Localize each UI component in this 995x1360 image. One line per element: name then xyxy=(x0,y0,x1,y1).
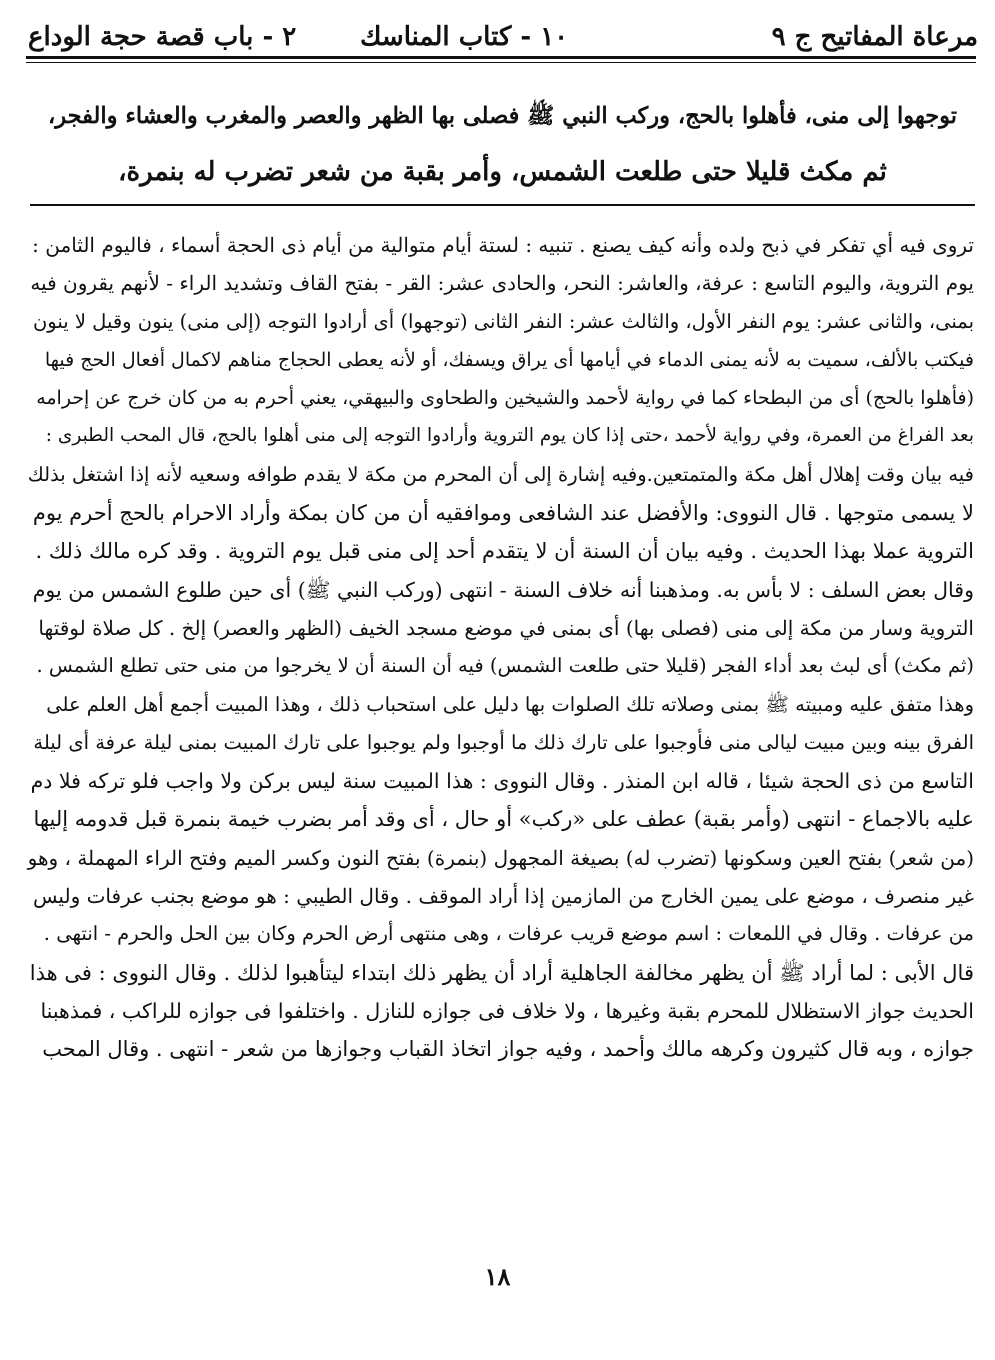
commentary-line: قال الأبى : لما أراد ﷺ أن يظهر مخالفة الجاهلية أراد أن يظهر ذلك ابتداء ليتأهبوا لذلك . وقال النووى : فى هذا xyxy=(29,960,974,985)
commentary-line: جوازه ، وبه قال كثيرون وكرهه مالك وأحمد ، وفيه جواز اتخاذ القباب وجوازها من شعر - انتهى . وقال المحب xyxy=(42,1037,974,1062)
commentary-line: عليه بالاجماع - انتهى (وأمر بقبة) عطف على «ركب» أو حال ، أى وقد أمر بضرب خيمة بنمرة قبل قدومه إليها xyxy=(33,807,974,832)
commentary-line: لا يسمى متوجها . قال النووى: والأفضل عند الشافعى وموافقيه أن من كان بمكة وأراد الاحرام بالحج أحرم يوم xyxy=(32,501,974,526)
commentary-line: غير منصرف ، موضع على يمين الخارج من المازمين إذا أراد الموقف . وقال الطيبي : هو موضع بجنب عرفات وليس xyxy=(32,884,974,909)
commentary-line: (ثم مكث) أى لبث بعد أداء الفجر (قليلا حتى طلعت الشمس) فيه أن السنة أن لا يخرجوا من منى حتى تطلع الشمس . xyxy=(36,654,974,678)
section-divider xyxy=(30,204,975,206)
commentary-line: بمنى، والثانى عشر: يوم النفر الأول، والثالث عشر: النفر الثانى (توجهوا) أى أرادوا التوجه (إلى منى) ينون وقيل لا ينون xyxy=(32,309,974,333)
hadith-line-2: ثم مكث قليلا حتى طلعت الشمس، وأمر بقبة من شعر تضرب له بنمرة، xyxy=(118,157,887,187)
commentary-line: تروى فيه أي تفكر في ذبح ولده وأنه كيف يصنع . تنبيه : لستة أيام متوالية من أيام ذى الحجة أسماء ، فاليوم الثامن : xyxy=(32,233,974,257)
commentary-line: التروية عملا بهذا الحديث . وفيه بيان أن السنة أن لا يتقدم أحد إلى منى قبل يوم التروية . وقد كره مالك ذلك . xyxy=(35,539,974,564)
header-rule-thin xyxy=(26,62,976,63)
commentary-line: (من شعر) بفتح العين وسكونها (تضرب له) بصيغة المجهول (بنمرة) بفتح النون وكسر الميم وفتح الراء المهملة ، وهو xyxy=(27,845,974,870)
commentary-line: بعد الفراغ من العمرة، وفي رواية لأحمد ،حتى إذا كان يوم التروية وأرادوا التوجه إلى منى أهلوا بالحج، قال المحب الطبرى : xyxy=(45,425,974,447)
commentary-text xyxy=(26,226,974,1069)
kitab-title: ١٠ - كتاب المناسك xyxy=(360,22,569,53)
commentary-line: وقال بعض السلف : لا بأس به. ومذهبنا أنه خلاف السنة - انتهى (وركب النبي ﷺ) أى حين طلوع الشمس من يوم xyxy=(32,577,974,602)
commentary-line: يوم التروية، واليوم التاسع : عرفة، والعاشر: النحر، والحادى عشر: القر - بفتح القاف وتشديد الراء - لأنهم يقرون فيه xyxy=(30,271,974,296)
commentary-line: (فأهلوا بالحج) أى من البطحاء كما في رواية لأحمد والشيخين والطحاوى والبيهقي، يعني أحرم به من كان خرج عن إحرامه xyxy=(36,387,974,410)
header-rule xyxy=(26,56,976,59)
book-title: مرعاة المفاتيح ج ٩ xyxy=(771,22,978,53)
commentary-line: وهذا متفق عليه ومبيته ﷺ بمنى وصلاته تلك الصلوات بها دليل على استحباب ذلك ، وهذا المبيت أجمع أهل العلم على xyxy=(46,692,974,716)
commentary-line: الحديث جواز الاستظلال للمحرم بقبة وغيرها ، ولا خلاف فى جوازه للنازل . واختلفوا فى جوازه للراكب ، فمذهبنا xyxy=(40,998,974,1023)
hadith-text xyxy=(40,88,965,200)
commentary-line: التروية وسار من مكة إلى منى (فصلى بها) أى بمنى في موضع مسجد الخيف (الظهر والعصر) إلخ . كل صلاة لوقتها xyxy=(38,615,974,640)
running-header xyxy=(20,14,978,54)
commentary-line: الفرق بينه وبين مبيت ليالى منى فأوجبوا على تارك ذلك ما أوجبوا ولم يوجبوا على تارك المبيت بمنى ليلة عرفة أى ليلة xyxy=(33,730,974,754)
commentary-line: التاسع من ذى الحجة شيئا ، قاله ابن المنذر . وقال النووى : هذا المبيت سنة ليس بركن ولا واجب فلو تركه فلا دم xyxy=(30,769,974,794)
bab-title: ٢ - باب قصة حجة الوداع xyxy=(28,22,297,53)
commentary-line: فيكتب بالألف، سميت به لأنه يمنى الدماء في أيامها أى يراق ويسفك، أو لأنه يعطى الحجاج مناهم لاكمال أفعال الحج فيها xyxy=(44,348,974,371)
hadith-line-1: توجهوا إلى منى، فأهلوا بالحج، وركب النبي ﷺ فصلى بها الظهر والعصر والمغرب والعشاء والفجر، xyxy=(47,103,958,129)
page-number: ١٨ xyxy=(484,1262,511,1291)
commentary-line: من عرفات . وقال في اللمعات : اسم موضع قريب عرفات ، وهى منتهى أرض الحرم وكان بين الحل والحرم - انتهى . xyxy=(43,922,974,946)
commentary-line: فيه بيان وقت إهلال أهل مكة والمتمتعين.وفيه إشارة إلى أن المحرم من مكة لا يقدم طوافه وسعيه لأنه إذا اشتغل بذلك xyxy=(27,462,974,486)
